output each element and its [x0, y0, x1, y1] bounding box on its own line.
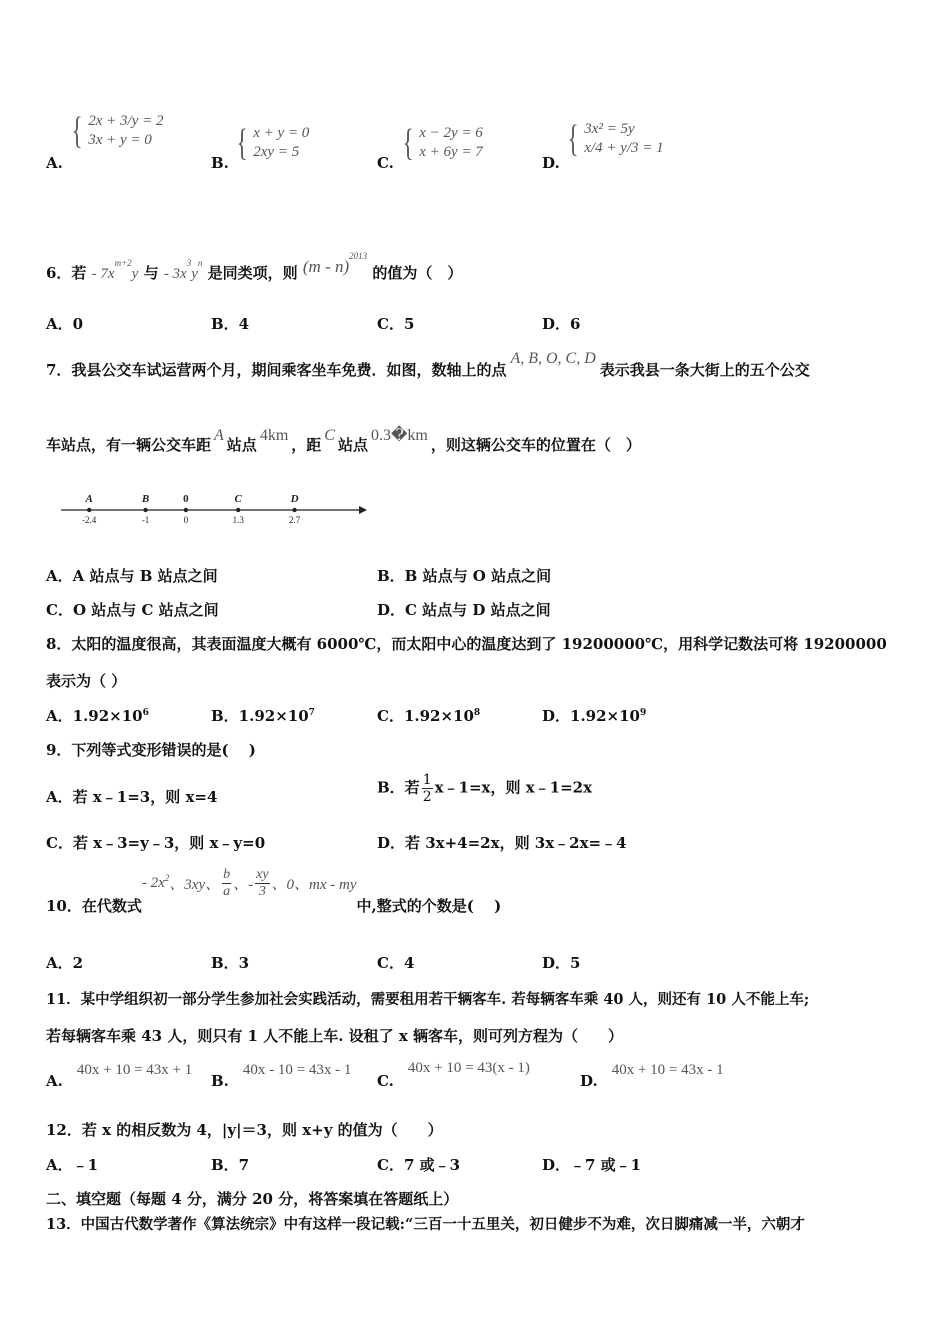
point-label: 0 — [183, 493, 189, 505]
arrow-right-icon — [359, 506, 367, 514]
left-brace-icon: { — [567, 118, 579, 160]
question-8-line-2: 表示为（ ） — [46, 672, 127, 690]
left-brace-icon: { — [236, 122, 248, 164]
question-text: 站点 — [226, 436, 257, 454]
q9-option-c[interactable]: C．若 x﹣3=y﹣3，则 x﹣y=0 — [46, 834, 266, 852]
equation-line: 2xy = 5 — [253, 144, 300, 160]
q5-option-d[interactable] — [542, 118, 664, 172]
equation: 40x + 10 = 43x + 1 — [76, 1062, 193, 1078]
equation-line: 2x + 3/y = 2 — [88, 113, 164, 129]
equation-line: 3x + y = 0 — [88, 132, 152, 148]
option-letter: C. — [377, 1072, 394, 1090]
point-label: A — [85, 493, 93, 505]
question-7-line-2 — [46, 427, 641, 455]
q8-option-d[interactable] — [542, 705, 646, 726]
q7-option-b[interactable]: B．B 站点与 O 站点之间 — [377, 567, 552, 585]
option-text: x﹣1=x，则 x﹣1=2x — [434, 778, 593, 797]
question-text: 7．我县公交车试运营两个月，期间乘客坐车免费．如图，数轴上的点 — [46, 361, 507, 379]
point-label: D — [290, 493, 299, 505]
q12-option-b[interactable]: B．7 — [211, 1156, 250, 1174]
equation-line: 3x² = 5y — [584, 121, 635, 137]
option-exponent: 8 — [473, 708, 481, 718]
question-text: ，则这辆公交车的位置在（ ） — [430, 436, 641, 454]
point-c: C — [324, 427, 335, 444]
q12-option-a[interactable]: A．﹣1 — [46, 1156, 99, 1174]
q5-option-c[interactable] — [377, 122, 483, 172]
point-label: B — [141, 493, 150, 505]
q7-option-a[interactable]: A．A 站点与 B 站点之间 — [46, 567, 218, 585]
equation-system — [233, 124, 309, 162]
question-6 — [46, 251, 463, 283]
tick-label: 2.7 — [288, 515, 301, 525]
equation-line: x/4 + y/3 = 1 — [584, 140, 664, 156]
option-letter: B. — [211, 1072, 229, 1090]
option-letter: D. — [542, 154, 560, 172]
power-expression: (m - n)$^{2013}$ — [302, 251, 368, 276]
equation-line: x + y = 0 — [253, 125, 310, 141]
equation-system — [564, 120, 664, 158]
point-marker-o — [184, 508, 188, 512]
question-text: 站点 — [337, 436, 368, 454]
option-label: A．1.92×10 — [46, 707, 143, 725]
q11-option-d[interactable] — [580, 1060, 724, 1090]
tick-label: 1.3 — [232, 515, 244, 525]
question-11-line-1: 11．某中学组织初一部分学生参加社会实践活动，需要租用若干辆客车. 若每辆客车乘 40 人，则还有 10 人不能上车; — [46, 991, 810, 1008]
q12-option-c[interactable]: C．7 或﹣3 — [377, 1156, 461, 1174]
q11-option-b[interactable] — [211, 1060, 352, 1090]
q7-option-d[interactable]: D．C 站点与 D 站点之间 — [377, 601, 551, 619]
q12-option-d[interactable]: D．﹣7 或﹣1 — [542, 1156, 642, 1174]
q8-option-a[interactable] — [46, 705, 149, 726]
point-a: A — [214, 427, 224, 444]
equation: 40x - 10 = 43x - 1 — [242, 1062, 352, 1078]
q11-option-c[interactable] — [377, 1058, 530, 1090]
q10-option-d[interactable]: D．5 — [542, 954, 581, 972]
question-11-line-2: 若每辆客车乘 43 人，则只有 1 人不能上车. 设租了 x 辆客车，则可列方程为（ ） — [46, 1027, 624, 1045]
q8-option-c[interactable] — [377, 705, 480, 726]
option-letter: C. — [377, 154, 394, 172]
q6-option-d[interactable]: D．6 — [542, 315, 581, 333]
question-8-line-1: 8．太阳的温度很高，其表面温度大概有 6000℃，而太阳中心的温度达到了 19200000℃，用科学记数法可将 19200000 — [46, 635, 887, 653]
option-exponent: 7 — [308, 708, 315, 718]
q10-option-b[interactable]: B．3 — [211, 954, 250, 972]
question-text: 是同类项，则 — [207, 264, 298, 282]
option-letter: A. — [46, 1072, 63, 1090]
question-text: 10．在代数式 — [46, 897, 142, 915]
fraction-one-half: $\frac{1}{2}$ — [422, 772, 432, 805]
monomial-2: - $3x^3y^n$ — [163, 258, 203, 282]
question-13: 13．中国古代数学著作《算法统宗》中有这样一段记载:“三百一十五里关，初日健步不为难，次日脚痛减一半，六朝才 — [46, 1216, 805, 1233]
q9-option-b[interactable] — [377, 772, 592, 805]
left-brace-icon: { — [402, 122, 414, 164]
option-letter: B. — [211, 154, 229, 172]
left-brace-icon: { — [71, 110, 83, 152]
section-heading: 二、填空题（每题 4 分，满分 20 分，将答案填在答题纸上） — [46, 1190, 459, 1208]
point-marker-c — [236, 508, 240, 512]
point-labels: A, B, O, C, D — [510, 350, 596, 367]
q6-option-a[interactable]: A．0 — [46, 315, 84, 333]
q9-option-a[interactable]: A．若 x﹣1=3，则 x=4 — [46, 788, 218, 806]
q5-option-a[interactable] — [46, 110, 164, 172]
point-marker-a — [87, 508, 91, 512]
question-10 — [46, 867, 502, 915]
q7-option-c[interactable]: C．O 站点与 C 站点之间 — [46, 601, 219, 619]
q10-option-a[interactable]: A．2 — [46, 954, 84, 972]
q11-option-a[interactable] — [46, 1060, 193, 1090]
question-text: 表示我县一条大街上的五个公交 — [599, 361, 810, 379]
equation-line: x − 2y = 6 — [419, 125, 483, 141]
question-text: 与 — [143, 264, 159, 282]
question-text: 车站点，有一辆公交车距 — [46, 436, 212, 454]
number-line-chart — [55, 485, 375, 530]
q6-option-b[interactable]: B．4 — [211, 315, 250, 333]
question-number: 6．若 — [46, 264, 87, 282]
tick-label: 0 — [183, 515, 189, 525]
option-letter: A. — [46, 154, 63, 172]
q5-option-b[interactable] — [211, 122, 310, 172]
option-label: C．1.92×10 — [377, 707, 474, 725]
algebraic-expressions: - 2x $^2$ 、3xy、 $\frac{b}{a}$ 、- $\frac{xy}{3}$ 、0、mx - my — [141, 867, 357, 899]
question-text: ，距 — [291, 436, 322, 454]
option-label: B．1.92×10 — [211, 707, 309, 725]
equation-line: x + 6y = 7 — [419, 144, 483, 160]
question-12: 12．若 x 的相反数为 4，|y|＝3，则 x+y 的值为（ ） — [46, 1121, 443, 1139]
distance-2: 0.3�km — [370, 427, 428, 444]
equation: 40x + 10 = 43x - 1 — [611, 1062, 724, 1078]
q8-option-b[interactable] — [211, 705, 315, 726]
option-exponent: 6 — [142, 708, 149, 718]
option-exponent: 9 — [639, 708, 647, 718]
distance-1: 4km — [259, 427, 289, 444]
point-marker-d — [292, 508, 296, 512]
option-label: D．1.92×10 — [542, 707, 640, 725]
question-text: 中,整式的个数是( ) — [356, 897, 502, 915]
q10-option-c[interactable]: C．4 — [377, 954, 415, 972]
equation-system — [399, 124, 483, 162]
q9-option-d[interactable]: D．若 3x+4=2x，则 3x﹣2x=﹣4 — [377, 834, 627, 852]
monomial-1: - $7x^{m+2}y$ — [91, 258, 139, 282]
question-9: 9．下列等式变形错误的是( ) — [46, 741, 256, 759]
question-7-line-1 — [46, 350, 810, 380]
equation: 40x + 10 = 43(x - 1) — [407, 1060, 530, 1076]
equation-system — [68, 112, 163, 150]
option-label: B．若 — [377, 778, 420, 797]
point-marker-b — [143, 508, 147, 512]
point-label: C — [234, 493, 242, 505]
option-letter: D. — [580, 1072, 598, 1090]
q6-option-c[interactable]: C．5 — [377, 315, 415, 333]
tick-label: -2.4 — [82, 515, 97, 525]
question-text: 的值为（ ） — [372, 264, 463, 282]
tick-label: -1 — [141, 515, 150, 525]
